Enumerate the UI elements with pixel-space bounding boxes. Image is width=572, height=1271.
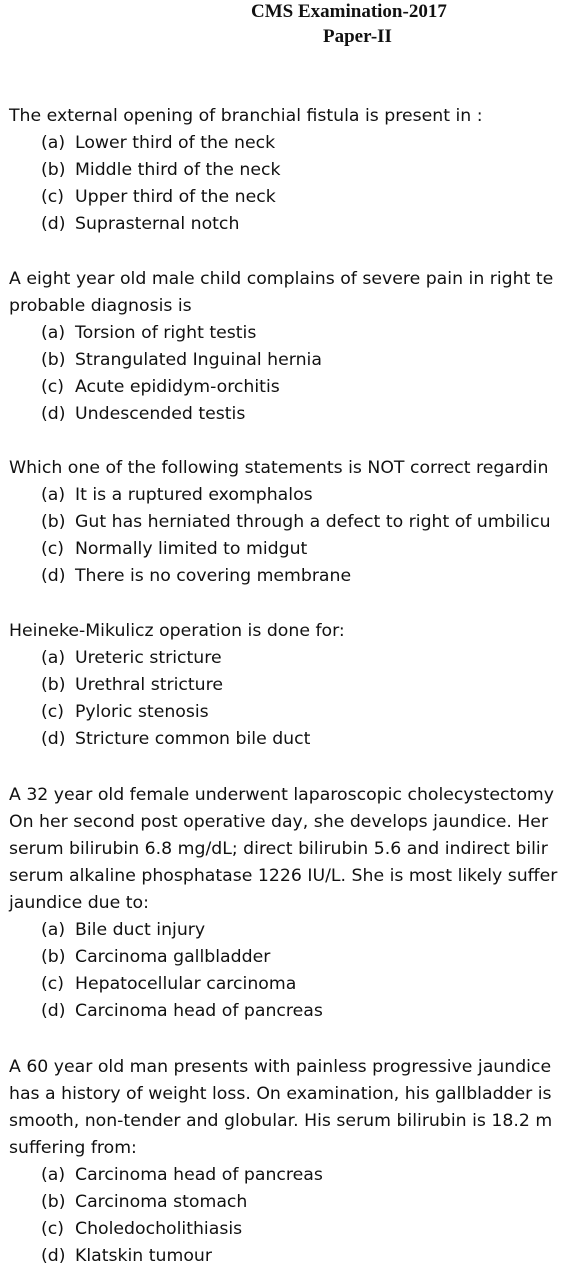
option-label: (a)	[41, 133, 66, 153]
option-d	[0, 563, 572, 590]
option-label: (b)	[41, 675, 66, 695]
option-text: Ureteric stricture	[75, 648, 222, 668]
option-label: (c)	[41, 187, 64, 207]
option-b	[0, 672, 572, 699]
option-d	[0, 401, 572, 428]
question-stem-line: serum alkaline phosphatase 1226 IU/L. She is most likely suffer	[9, 866, 558, 886]
option-text: Hepatocellular carcinoma	[75, 974, 297, 994]
option-c	[0, 536, 572, 563]
option-text: Normally limited to midgut	[75, 539, 308, 559]
option-c	[0, 699, 572, 726]
question-stem-line: smooth, non-tender and globular. His serum bilirubin is 18.2 m	[9, 1111, 553, 1131]
option-a	[0, 482, 572, 509]
option-label: (c)	[41, 702, 64, 722]
option-label: (c)	[41, 377, 64, 397]
option-a	[0, 1162, 572, 1189]
option-text: It is a ruptured exomphalos	[75, 485, 313, 505]
option-d	[0, 998, 572, 1025]
option-c	[0, 374, 572, 401]
question-3	[0, 455, 572, 590]
question-stem-line: suffering from:	[9, 1138, 137, 1158]
option-label: (c)	[41, 539, 64, 559]
option-text: Choledocholithiasis	[75, 1219, 243, 1239]
option-label: (c)	[41, 974, 64, 994]
option-label: (a)	[41, 485, 66, 505]
option-a	[0, 130, 572, 157]
option-text: Suprasternal notch	[75, 214, 240, 234]
option-c	[0, 1216, 572, 1243]
question-stem-line: jaundice due to:	[9, 893, 149, 913]
option-b	[0, 157, 572, 184]
question-6	[0, 1054, 572, 1270]
option-text: Torsion of right testis	[75, 323, 257, 343]
option-label: (d)	[41, 566, 66, 586]
option-d	[0, 1243, 572, 1270]
option-text: Carcinoma gallbladder	[75, 947, 271, 967]
option-label: (a)	[41, 323, 66, 343]
option-label: (c)	[41, 1219, 64, 1239]
option-label: (d)	[41, 404, 66, 424]
option-text: Acute epididym-orchitis	[75, 377, 280, 397]
option-label: (b)	[41, 512, 66, 532]
question-stem-line: has a history of weight loss. On examination, his gallbladder is	[9, 1084, 552, 1104]
option-text: Pyloric stenosis	[75, 702, 209, 722]
question-stem-line: Which one of the following statements is NOT correct regardin	[9, 458, 549, 478]
question-stem-line: The external opening of branchial fistula is present in :	[9, 106, 483, 126]
option-text: Bile duct injury	[75, 920, 206, 940]
option-text: Urethral stricture	[75, 675, 223, 695]
question-stem-line: serum bilirubin 6.8 mg/dL; direct bilirubin 5.6 and indirect bilir	[9, 839, 548, 859]
option-label: (d)	[41, 1246, 66, 1266]
option-text: Carcinoma stomach	[75, 1192, 248, 1212]
option-a	[0, 320, 572, 347]
option-text: Lower third of the neck	[75, 133, 276, 153]
option-label: (a)	[41, 1165, 66, 1185]
option-text: Carcinoma head of pancreas	[75, 1001, 323, 1021]
option-text: Gut has herniated through a defect to right of umbilicu	[75, 512, 551, 532]
question-stem-line: A 32 year old female underwent laparoscopic cholecystectomy	[9, 785, 554, 805]
question-5	[0, 782, 572, 1025]
option-c	[0, 184, 572, 211]
option-text: Stricture common bile duct	[75, 729, 311, 749]
option-c	[0, 971, 572, 998]
paper-title: Paper-II	[323, 26, 392, 47]
question-2	[0, 266, 572, 428]
option-d	[0, 211, 572, 238]
option-b	[0, 944, 572, 971]
option-label: (d)	[41, 729, 66, 749]
question-stem-line: A eight year old male child complains of severe pain in right te	[9, 269, 554, 289]
option-d	[0, 726, 572, 753]
option-text: Middle third of the neck	[75, 160, 281, 180]
option-label: (d)	[41, 214, 66, 234]
option-b	[0, 509, 572, 536]
option-b	[0, 1189, 572, 1216]
exam-title: CMS Examination-2017	[251, 1, 447, 22]
option-b	[0, 347, 572, 374]
option-text: Carcinoma head of pancreas	[75, 1165, 323, 1185]
question-4	[0, 618, 572, 753]
option-label: (a)	[41, 920, 66, 940]
question-stem-line: On her second post operative day, she develops jaundice. Her	[9, 812, 549, 832]
option-text: There is no covering membrane	[75, 566, 352, 586]
question-1	[0, 103, 572, 238]
question-stem-line: Heineke-Mikulicz operation is done for:	[9, 621, 345, 641]
question-stem-line: probable diagnosis is	[9, 296, 192, 316]
option-label: (b)	[41, 350, 66, 370]
question-stem-line: A 60 year old man presents with painless progressive jaundice	[9, 1057, 552, 1077]
option-a	[0, 917, 572, 944]
option-text: Upper third of the neck	[75, 187, 276, 207]
option-label: (d)	[41, 1001, 66, 1021]
option-label: (b)	[41, 947, 66, 967]
option-label: (b)	[41, 160, 66, 180]
option-text: Strangulated Inguinal hernia	[75, 350, 322, 370]
option-text: Undescended testis	[75, 404, 246, 424]
option-label: (b)	[41, 1192, 66, 1212]
option-label: (a)	[41, 648, 66, 668]
option-a	[0, 645, 572, 672]
option-text: Klatskin tumour	[75, 1246, 212, 1266]
